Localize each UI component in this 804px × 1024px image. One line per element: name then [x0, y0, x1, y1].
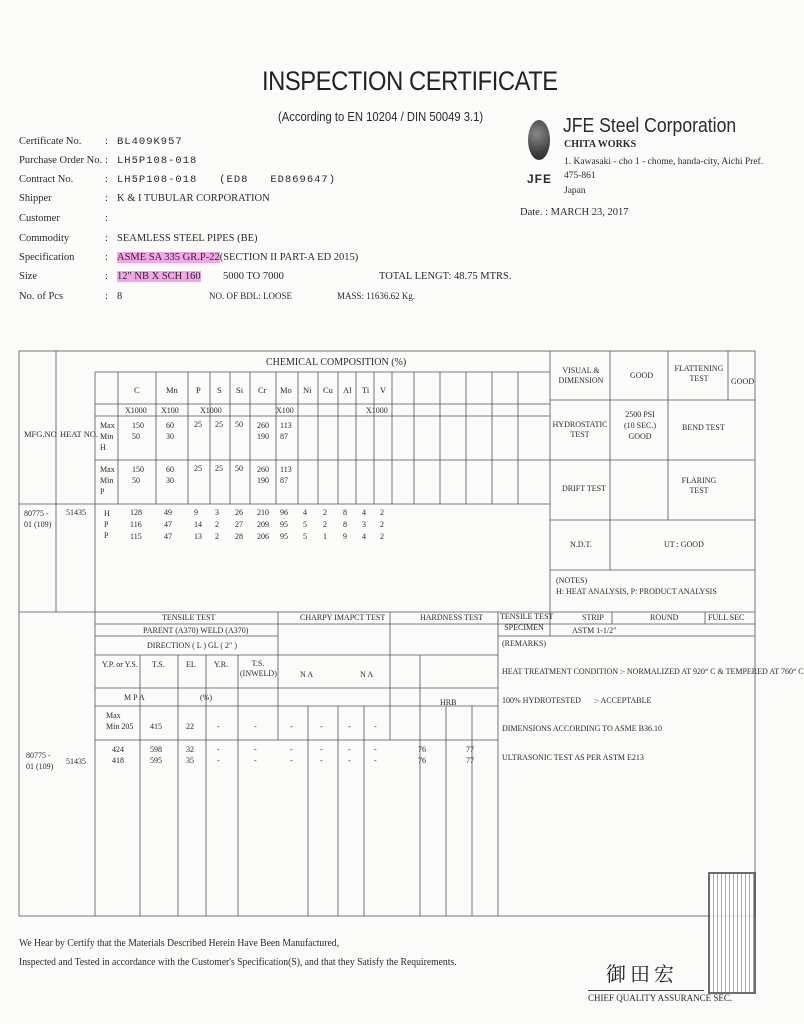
colon: : — [105, 252, 108, 263]
purchase-order-value: LH5P108-018 — [117, 155, 198, 167]
colon: : — [105, 213, 108, 224]
total-length: TOTAL LENGT: 48.75 MTRS. — [379, 271, 512, 282]
heat-no-label: HEAT NO. — [60, 429, 99, 439]
chem-value-p: 9 — [194, 508, 198, 517]
limit-si: 50 — [235, 464, 243, 473]
hrb-label: HRB — [440, 698, 457, 707]
element-ti: Ti — [362, 385, 370, 395]
dash: - - — [290, 745, 293, 765]
limit-p: 25 — [194, 420, 202, 429]
limit-p: 25 — [194, 464, 202, 473]
label: Customer — [19, 213, 60, 224]
multiplier: X1000 — [366, 406, 388, 415]
chem-value-cr: 210 — [257, 508, 269, 517]
ts-label: T.S. — [152, 660, 165, 669]
colon: : — [105, 291, 108, 302]
dash: - — [290, 722, 293, 731]
shipper-value: K & I TUBULAR CORPORATION — [117, 193, 270, 204]
multiplier: X1000 — [125, 406, 147, 415]
remark-dimensions: DIMENSIONS ACCORDING TO ASME B36.10 — [502, 724, 662, 733]
length-range: 5000 TO 7000 — [223, 271, 284, 282]
bend-test-label: BEND TEST — [682, 423, 725, 432]
certificate-no-value: BL409K957 — [117, 136, 183, 148]
certification-line-1: We Hear by Certify that the Materials Described Herein Have Been Manufactured, — [19, 938, 340, 949]
dash: - — [320, 722, 323, 731]
chem-value-v: 2 — [380, 520, 384, 529]
chem-value-s: 3 — [215, 508, 219, 517]
ts-results: 598 595 — [150, 745, 162, 765]
chem-value-c: 115 — [130, 532, 142, 541]
limit-cr: 260 190 — [257, 421, 269, 441]
chem-value-al: 9 — [343, 532, 347, 541]
round-label: ROUND — [650, 613, 679, 622]
p-limit-labels: Max Min P — [100, 465, 115, 496]
certification-line-2: Inspected and Tested in accordance with the Customer's Specification(S), and that they Satisfy the Requirements. — [19, 957, 457, 968]
chem-value-al: 8 — [343, 520, 347, 529]
h-limit-labels: Max Min H — [100, 421, 115, 452]
bundles-value: NO. OF BDL: LOOSE — [209, 291, 293, 301]
direction-label: DIRECTION ( L ) GL ( 2" ) — [147, 641, 237, 650]
charpy-na: N A — [300, 670, 314, 679]
element-al: Al — [343, 385, 352, 395]
chem-value-ti: 4 — [362, 532, 366, 541]
hrb-results-1: 76 76 — [418, 745, 426, 765]
element-v: V — [380, 385, 387, 395]
chem-value-s: 2 — [215, 520, 219, 529]
el-results: 32 35 — [186, 745, 194, 765]
limit-s: 25 — [215, 464, 223, 473]
dash: - — [374, 722, 377, 731]
remark-ultrasonic: ULTRASONIC TEST AS PER ASTM E213 — [502, 753, 644, 762]
chem-title: CHEMICAL COMPOSITION (%) — [266, 357, 407, 368]
dash: - — [254, 722, 257, 731]
percent-label: (%) — [200, 693, 212, 702]
certificate-date: Date. : MARCH 23, 2017 — [520, 207, 629, 218]
colon: : — [105, 193, 108, 204]
mfg-no-value: 80775 - 01 (109) — [24, 509, 52, 529]
dash: - - — [374, 745, 377, 765]
limit-si: 50 — [235, 420, 243, 429]
colon: : — [105, 233, 108, 244]
full-sec-label: FULL SEC — [708, 613, 745, 622]
chem-value-si: 28 — [235, 532, 243, 541]
yr-label: Y.R. — [214, 660, 229, 669]
element-c: C — [134, 385, 140, 395]
seal-stamp-icon — [708, 872, 756, 994]
chief-qa-label: CHIEF QUALITY ASSURANCE SEC. — [588, 993, 733, 1003]
colon: : — [105, 136, 108, 147]
specification-rest: (SECTION II PART-A ED 2015) — [219, 252, 359, 263]
chem-value-mo: 95 — [280, 520, 288, 529]
flattening-test-value: GOOD — [731, 377, 755, 386]
mpa-label: M P A — [124, 693, 145, 702]
ndt-value: UT : GOOD — [664, 540, 704, 549]
chem-value-ni: 5 — [303, 520, 307, 529]
ndt-label: N.D.T. — [570, 540, 592, 549]
multiplier: X100 — [161, 406, 179, 415]
mass-value: MASS: 11636.62 Kg. — [337, 291, 416, 301]
signature-line — [588, 990, 704, 991]
chem-value-ni: 5 — [303, 532, 307, 541]
element-p: P — [196, 385, 201, 395]
notes: (NOTES) H: HEAT ANALYSIS, P: PRODUCT ANALYSIS — [556, 576, 717, 596]
chem-value-ni: 4 — [303, 508, 307, 517]
heat-no-value: 51435 — [66, 757, 86, 766]
limit-mn: 60 30 — [166, 421, 174, 441]
dash: - — [217, 722, 220, 731]
parent-weld-label: PARENT (A370) WELD (A370) — [143, 626, 249, 635]
chem-value-v: 2 — [380, 532, 384, 541]
chem-value-si: 26 — [235, 508, 243, 517]
limit-mn: 60 30 — [166, 465, 174, 485]
element-cu: Cu — [323, 385, 333, 395]
charpy-test-title: CHARPY IMAPCT TEST — [300, 613, 386, 622]
element-s: S — [217, 385, 222, 395]
specification-highlight: ASME SA 335 GR.P-22 — [117, 252, 220, 263]
chem-value-p: 14 — [194, 520, 202, 529]
remark-acceptable: :- ACCEPTABLE — [594, 696, 652, 705]
element-ni: Ni — [303, 385, 312, 395]
element-si: Si — [236, 385, 244, 395]
signature: 御田宏 — [606, 962, 678, 986]
element-mo: Mo — [280, 385, 292, 395]
label: Size — [19, 271, 38, 282]
ys-results: 424 418 — [112, 745, 124, 765]
address-line-2: Japan — [564, 185, 586, 196]
visual-test-value: GOOD — [630, 371, 654, 380]
label: Specification — [19, 252, 75, 263]
chem-value-p: 13 — [194, 532, 202, 541]
dash: - - — [217, 745, 220, 765]
charpy-na: N A — [360, 670, 374, 679]
chem-value-cu: 1 — [323, 532, 327, 541]
chem-value-c: 116 — [130, 520, 142, 529]
tensile-specimen-label: TENSILE TEST SPECIMEN — [500, 612, 554, 632]
address-line-1: 1. Kawasaki - cho 1 - chome, handa-city, Aichi Pref. 475-861 — [564, 157, 764, 182]
remark-heat-treatment: HEAT TREATMENT CONDITION :- NORMALIZED AT 920° C & TEMPERED AT 760° C — [502, 667, 804, 676]
chem-value-cu: 2 — [323, 520, 327, 529]
flaring-test-label: FLARING TEST — [681, 476, 717, 496]
chem-value-c: 128 — [130, 508, 142, 517]
label: No. of Pcs — [19, 291, 64, 302]
jfe-logo-text: JFE — [527, 172, 553, 186]
element-mn: Mn — [166, 385, 178, 395]
document-title: INSPECTION CERTIFICATE — [262, 66, 558, 96]
label: Purchase Order No. — [19, 155, 103, 166]
remark-hydrotested: 100% HYDROTESTED — [502, 696, 581, 705]
chem-value-si: 27 — [235, 520, 243, 529]
mfg-no-label: MFG.NO — [24, 429, 57, 439]
label: Contract No. — [19, 174, 74, 185]
colon: : — [105, 155, 108, 166]
chem-value-mo: 95 — [280, 532, 288, 541]
colon: : — [105, 174, 108, 185]
visual-test-label: VISUAL & DIMENSION — [558, 366, 604, 386]
dash: - — [348, 722, 351, 731]
tensile-test-title: TENSILE TEST — [162, 613, 216, 622]
analysis-types: H P P — [104, 509, 110, 540]
chem-value-cu: 2 — [323, 508, 327, 517]
hydrostatic-test-label: HYDROSTATIC TEST — [552, 420, 608, 440]
hardness-test-title: HARDNESS TEST — [420, 613, 484, 622]
commodity-value: SEAMLESS STEEL PIPES (BE) — [117, 233, 258, 244]
element-cr: Cr — [258, 385, 267, 395]
tensile-limits: Max Min 205 — [106, 711, 134, 731]
multiplier: X1000 — [200, 406, 222, 415]
limit-mo: 113 87 — [280, 465, 292, 485]
multiplier: X100 — [276, 406, 294, 415]
contract-no-value: LH5P108-018 (ED8 ED869647) — [117, 174, 337, 186]
chem-value-ti: 3 — [362, 520, 366, 529]
colon: : — [105, 271, 108, 282]
ts-inweld-label: T.S. (INWELD) — [240, 659, 277, 679]
flattening-test-label: FLATTENING TEST — [674, 364, 724, 384]
label: Certificate No. — [19, 136, 82, 147]
ys-label: Y.P. or Y.S. — [102, 660, 138, 669]
chem-value-mo: 96 — [280, 508, 288, 517]
chem-value-mn: 49 — [164, 508, 172, 517]
chem-value-v: 2 — [380, 508, 384, 517]
hrb-results-2: 77 77 — [466, 745, 474, 765]
pieces-value: 8 — [117, 291, 123, 302]
dash: - - — [320, 745, 323, 765]
mfg-no-value: 80775 - 01 (109) — [26, 751, 54, 771]
limit-cr: 260 190 — [257, 465, 269, 485]
company-name: JFE Steel Corporation — [563, 115, 737, 137]
label: Commodity — [19, 233, 70, 244]
size-highlight: 12" NB X SCH 160 — [117, 271, 201, 282]
strip-label: STRIP — [582, 613, 604, 622]
chem-value-al: 8 — [343, 508, 347, 517]
chem-value-ti: 4 — [362, 508, 366, 517]
heat-no-value: 51435 — [66, 508, 86, 517]
chem-value-mn: 47 — [164, 520, 172, 529]
limit-mo: 113 87 — [280, 421, 292, 441]
limit-c: 150 50 — [132, 421, 144, 441]
limit-s: 25 — [215, 420, 223, 429]
document-subtitle: (According to EN 10204 / DIN 50049 3.1) — [278, 110, 484, 124]
el-min: 22 — [186, 722, 194, 731]
dash: - - — [348, 745, 351, 765]
label: Shipper — [19, 193, 52, 204]
drift-test-label: DRIFT TEST — [562, 484, 606, 493]
el-label: EL — [186, 660, 196, 669]
dash: - - — [254, 745, 257, 765]
hydrostatic-test-value: 2500 PSI (10 SEC.) GOOD — [624, 410, 656, 441]
chem-value-cr: 209 — [257, 520, 269, 529]
ts-min: 415 — [150, 722, 162, 731]
chem-value-mn: 47 — [164, 532, 172, 541]
limit-c: 150 50 — [132, 465, 144, 485]
strip-value: ASTM 1-1/2" — [572, 626, 617, 635]
chem-value-s: 2 — [215, 532, 219, 541]
company-works: CHITA WORKS — [564, 139, 637, 150]
remarks-title: (REMARKS) — [502, 639, 547, 648]
chem-value-cr: 206 — [257, 532, 269, 541]
